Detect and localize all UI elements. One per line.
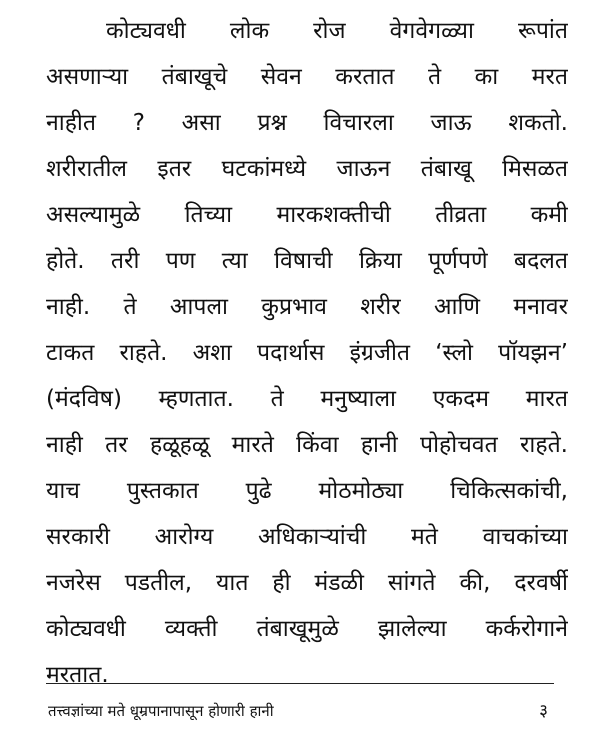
text-line: होते. तरी पण त्या विषाची क्रिया पूर्णपणे बदलत [46, 248, 568, 274]
text-line: शरीरातील इतर घटकांमध्ये जाऊन तंबाखू मिसळत [46, 156, 568, 182]
text-line: नाही. ते आपला कुप्रभाव शरीर आणि मनावर [46, 294, 568, 320]
text-line: असणाऱ्या तंबाखूचे सेवन करतात ते का मरत [46, 64, 568, 90]
text-line: असल्यामुळे तिच्या मारकशक्तीची तीव्रता कमी [46, 202, 568, 228]
body-paragraph [46, 8, 568, 698]
running-footer-title: तत्त्वज्ञांच्या मते धूम्रपानापासून होणारी हानी [48, 702, 274, 720]
text-line: कोट्यवधी व्यक्ती तंबाखूमुळे झालेल्या कर्करोगाने [46, 616, 568, 642]
text-line: नाही तर हळूहळू मारते किंवा हानी पोहोचवत राहते. [46, 432, 568, 458]
page-footer [46, 697, 554, 725]
text-line: नाहीत ? असा प्रश्न विचारला जाऊ शकतो. [46, 110, 568, 136]
text-line: सरकारी आरोग्य अधिकाऱ्यांची मते वाचकांच्या [46, 524, 568, 550]
text-line: टाकत राहते. अशा पदार्थास इंग्रजीत ‘स्लो पॉयझन’ [46, 340, 568, 366]
text-line: कोट्यवधी लोक रोज वेगवेगळ्या रूपांत [106, 18, 568, 44]
text-line: (मंदविष) म्हणतात. ते मनुष्याला एकदम मारत [46, 386, 568, 412]
page-number: ३ [539, 701, 548, 721]
footer-divider [46, 683, 554, 684]
text-line: नजरेस पडतील, यात ही मंडळी सांगते की, दरवर्षी [46, 570, 568, 596]
text-line: मरतात. [46, 662, 109, 688]
text-line: याच पुस्तकात पुढे मोठमोठ्या चिकित्सकांची, [46, 478, 568, 504]
